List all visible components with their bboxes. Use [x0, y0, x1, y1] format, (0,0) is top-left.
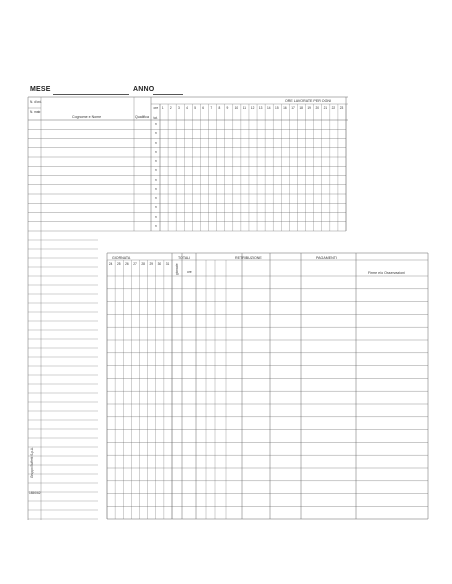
day-label: 8: [218, 106, 221, 110]
day-label: 19: [307, 106, 311, 110]
row-marker: n: [155, 149, 157, 154]
day-label: 21: [323, 106, 328, 110]
row-marker: n: [155, 196, 157, 201]
row-marker: n: [155, 131, 157, 136]
row-marker: n: [155, 186, 157, 191]
day-label: 18: [299, 106, 303, 110]
day-label: 22: [331, 106, 336, 110]
day-label: 20: [315, 106, 320, 110]
col-order-no-header: N. d'ord.: [30, 100, 42, 104]
day-label: 16: [283, 106, 287, 110]
row-marker: n: [155, 159, 157, 164]
row-marker: n: [155, 214, 157, 219]
row-marker: n: [155, 223, 157, 228]
col-ore-header: ore: [153, 106, 159, 110]
day-label: 12: [250, 106, 255, 110]
row-marker: n: [155, 122, 157, 127]
day-label: 14: [266, 106, 271, 110]
day-label: 4: [186, 106, 188, 110]
year-label: ANNO: [133, 86, 155, 93]
month-label: MESE: [30, 86, 51, 93]
group-giornata-header: GIORNATA: [112, 256, 131, 260]
day-label: 3: [178, 106, 180, 110]
day-label: 10: [234, 106, 239, 110]
col-tot-header: tot.: [153, 116, 158, 120]
day-label: 11: [242, 106, 247, 110]
col-qualifica-header: Qualifica: [135, 115, 149, 119]
col-ore-right-header: ore: [187, 270, 192, 274]
row-marker: n: [155, 168, 157, 173]
right-day-label: 30: [157, 262, 162, 266]
day-label: 13: [258, 106, 263, 110]
right-day-label: 29: [149, 262, 154, 266]
col-matricola-header: N. matr.: [30, 110, 42, 114]
day-label: 23: [339, 106, 344, 110]
day-label: 6: [202, 106, 205, 110]
day-label: 1: [161, 106, 164, 110]
right-day-label: 26: [125, 262, 129, 266]
right-day-label: 27: [133, 262, 137, 266]
day-label: 15: [275, 106, 279, 110]
col-firme-header: Firme e/o Osservazioni: [368, 271, 405, 275]
day-label: 5: [194, 106, 196, 110]
row-marker: n: [155, 140, 157, 145]
right-day-label: 24: [108, 262, 113, 266]
group-retribuzione-header: RETRIBUZIONE: [235, 256, 262, 260]
row-marker: n: [155, 177, 157, 182]
col-giornate-header: giornate: [175, 263, 179, 275]
hours-title: ORE LAVORATE PER OGNI: [285, 98, 331, 103]
col-name-header: Cognome e Nome: [72, 115, 102, 119]
group-pagamenti-header: PAGAMENTI: [316, 256, 337, 260]
day-label: 2: [169, 106, 172, 110]
group-totali-header: TOTALI: [178, 256, 191, 260]
right-day-label: 31: [165, 262, 170, 266]
right-day-label: 28: [141, 262, 145, 266]
publisher-text: Gruppo Buffetti S.p.A.: [30, 447, 34, 478]
day-label: 9: [226, 106, 229, 110]
form-code: 1850/62: [29, 491, 41, 495]
day-label: 7: [210, 106, 213, 110]
right-day-label: 25: [116, 262, 121, 266]
row-marker: n: [155, 205, 157, 210]
day-label: 17: [291, 106, 295, 110]
